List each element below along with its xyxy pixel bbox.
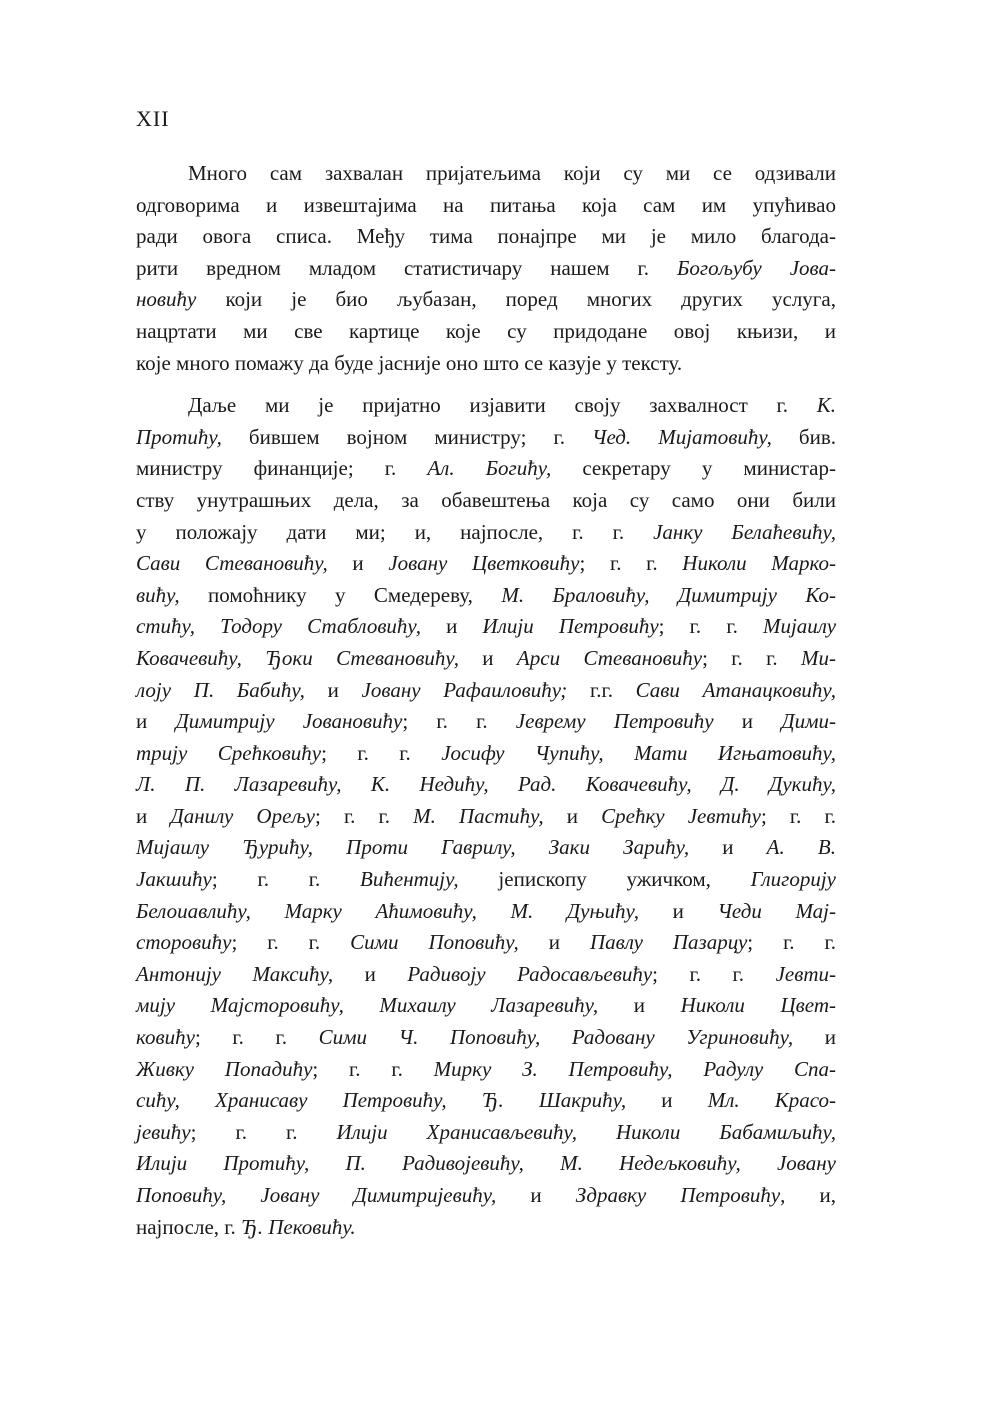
italic-name: Радивоју Радосављевићу: [407, 961, 653, 986]
italic-name: Сави Стевановићу,: [136, 551, 328, 576]
italic-name: Белоиавлићу, Марку Аћимовићу, М. Дуњићу,: [136, 898, 639, 923]
text-run: , и,: [780, 1183, 836, 1207]
text-run: и: [458, 645, 517, 670]
text-run: који је био љубазан, поред многих других услуга,: [196, 287, 836, 312]
italic-name: Мл. Красо-: [707, 1088, 836, 1113]
text-line: [136, 316, 836, 348]
text-run: и: [333, 961, 408, 986]
text-run: бив.: [771, 424, 836, 449]
text-run: које много помажу да буде јасније оно што се казује у тексту.: [136, 350, 683, 375]
text-run: ; г. г.: [658, 614, 763, 639]
italic-name: Мијаилу Ђурићу, Проти Гаврилу, Заки Зарићу,: [136, 835, 690, 860]
italic-name: Илији Петровићу: [482, 614, 659, 639]
text-line: [136, 896, 836, 928]
text-run: ; г. г.: [760, 803, 836, 828]
text-line: [136, 864, 836, 896]
text-run: бившем војном министру; г.: [221, 424, 593, 449]
italic-name: М. Пастићу,: [413, 803, 544, 828]
italic-name: вићу,: [136, 582, 180, 607]
italic-name: Срећку Јевтићу: [601, 803, 761, 828]
text-line: [136, 422, 836, 454]
italic-name: Мијаилу: [762, 614, 837, 639]
text-run: и: [518, 930, 590, 955]
text-run: у положају дати ми; и, најпосле, г. г.: [136, 519, 654, 544]
italic-name: Здравку Петровићу: [575, 1183, 781, 1207]
text-line: [136, 1117, 836, 1149]
text-line: [136, 517, 836, 549]
italic-name: Ми-: [801, 645, 836, 670]
italic-name: М. Браловићу, Димитрију Ко-: [501, 582, 837, 607]
italic-name: Чеди Мај-: [717, 898, 836, 923]
text-run: и: [327, 551, 389, 576]
page-number: XII: [136, 106, 170, 131]
italic-name: Мирку З. Петровићу, Радулу Спа-: [433, 1056, 836, 1081]
text-line: [136, 158, 836, 190]
italic-name: Чед. Мијатовићу,: [592, 424, 772, 449]
italic-name: новићу: [136, 287, 197, 312]
text-run: најпосле, г.: [136, 1214, 242, 1239]
text-line: [136, 1022, 836, 1054]
text-run: ; г. г.: [321, 740, 442, 765]
text-run: министру финанције; г.: [136, 456, 428, 481]
text-run: ; г. г.: [402, 709, 516, 734]
paragraph: [136, 390, 836, 1243]
italic-name: трију Срећковићу: [136, 740, 322, 765]
text-run: Много сам захвалан пријатељима који су ми се одзивали: [188, 161, 836, 185]
italic-name: Сими Ч. Поповићу, Радовану Угриновићу,: [318, 1025, 794, 1050]
italic-name: сићу, Хранисаву Петровићу, Ђ. Шакрићу,: [136, 1088, 627, 1113]
text-line: [136, 1054, 836, 1086]
text-run: ; г. г.: [315, 803, 414, 828]
text-run: и: [626, 1088, 708, 1113]
text-line: [136, 769, 836, 801]
italic-name: јевићу: [136, 1119, 191, 1144]
text-line: [136, 390, 836, 422]
text-line: [136, 190, 836, 222]
text-line: [136, 221, 836, 253]
italic-name: Јосифу Чупићу, Мати Игњатовићу,: [441, 740, 837, 765]
text-line: [136, 611, 836, 643]
text-line: [136, 990, 836, 1022]
text-run: и: [543, 803, 602, 828]
italic-name: Јовану Цветковићу: [388, 551, 580, 576]
text-line: [136, 643, 836, 675]
text-line: [136, 832, 836, 864]
italic-name: Арси Стевановићу: [516, 645, 703, 670]
italic-name: Јевти-: [775, 961, 836, 986]
text-run: ; г. г.: [194, 1025, 319, 1050]
italic-name: А. В.: [766, 835, 836, 860]
text-line: [136, 348, 836, 380]
text-line: [136, 1085, 836, 1117]
text-line: [136, 801, 836, 833]
text-run: и: [689, 835, 767, 860]
text-line: [136, 580, 836, 612]
italic-name: Данилу Орељу: [170, 803, 315, 828]
italic-name: Богољубу Јова-: [676, 255, 836, 280]
text-run: ; г. г.: [747, 930, 837, 955]
text-run: Даље ми је пријатно изјавити своју захвалност г.: [188, 393, 817, 418]
italic-name: Илији Хранисављевићу, Николи Бабамиљићу,: [336, 1119, 836, 1144]
italic-name: Јакшићу: [136, 867, 212, 892]
italic-name: мију Мајсторовићу, Михаилу Лазаревићу,: [136, 993, 599, 1018]
paragraph: [136, 158, 836, 379]
text-line: [136, 706, 836, 738]
text-line: [136, 675, 836, 707]
italic-name: Јанку Белаћевићу,: [653, 519, 836, 544]
italic-name: Протићу,: [136, 424, 222, 449]
italic-name: Илији Протићу, П. Радивојевићу, М. Недељковићу, Јовану: [136, 1151, 836, 1176]
body-text: [136, 158, 836, 1243]
text-run: секретару у министар-: [551, 456, 836, 481]
italic-name: Димитрију Јовановићу: [175, 709, 403, 734]
text-run: ; г. г.: [231, 930, 351, 955]
text-run: одговорима и извештајима на питања која сам им упућивао: [136, 192, 836, 217]
italic-name: Сими Поповићу,: [350, 930, 519, 955]
italic-name: ковићу: [136, 1025, 195, 1050]
text-line: [136, 738, 836, 770]
italic-name: Ал. Богићу,: [427, 456, 552, 481]
text-run: ; г. г.: [702, 645, 801, 670]
text-line: [136, 1212, 836, 1244]
text-run: ради овога списа. Међу тима понајпре ми је мило благода-: [136, 224, 836, 249]
italic-name: Павлу Пазарцу: [589, 930, 748, 955]
text-line: [136, 1180, 836, 1212]
text-run: и: [420, 614, 483, 639]
text-run: нацртати ми све картице које су придодане овој књизи, и: [136, 318, 836, 343]
text-line: [136, 959, 836, 991]
italic-name: Николи Марко-: [682, 551, 836, 576]
italic-name: сторовићу: [136, 930, 232, 955]
text-line: [136, 284, 836, 316]
text-run: рити вредном младом статистичару нашем г.: [136, 255, 677, 280]
italic-name: Сави Атанацковићу,: [635, 677, 836, 702]
italic-name: Николи Цвет-: [680, 993, 836, 1018]
italic-name: К.: [816, 393, 836, 418]
italic-name: Л. П. Лазаревићу, К. Недићу, Рад. Ковачевићу, Д. Дукићу,: [136, 772, 836, 797]
italic-name: Глигорију: [750, 867, 837, 892]
italic-name: стићу, Тодору Стабловићу,: [136, 614, 421, 639]
text-run: ; г. г.: [312, 1056, 434, 1081]
text-run: и: [638, 898, 718, 923]
text-run: јепископу ужичком,: [458, 867, 751, 892]
italic-name: Вићентију,: [360, 867, 459, 892]
text-run: и: [598, 993, 681, 1018]
text-run: помоћнику у Смедереву,: [179, 582, 502, 607]
text-run: и: [793, 1025, 836, 1050]
italic-name: Антонију Максићу,: [136, 961, 334, 986]
text-run: ; г. г.: [652, 961, 776, 986]
italic-name: Јеврему Петровићу: [515, 709, 714, 734]
text-run: ; г. г.: [579, 551, 683, 576]
text-run: и: [713, 709, 782, 734]
text-line: [136, 927, 836, 959]
text-run: г.г.: [567, 677, 636, 702]
italic-name: Ковачевићу, Ђоки Стевановићу,: [136, 645, 459, 670]
italic-name: лоју П. Бабићу,: [136, 677, 305, 702]
text-run: и: [136, 709, 176, 734]
text-run: и: [136, 803, 171, 828]
text-run: и: [304, 677, 362, 702]
text-line: [136, 548, 836, 580]
italic-name: Дими-: [781, 709, 836, 734]
italic-name: Поповићу, Јовану Димитријевићу,: [136, 1183, 497, 1207]
text-run: ству унутрашњих дела, за обавештења која су само они били: [136, 487, 836, 512]
text-run: ; г. г.: [211, 867, 361, 892]
text-line: [136, 453, 836, 485]
italic-name: Ђ. Пековићу.: [241, 1214, 356, 1239]
text-line: [136, 253, 836, 285]
text-run: ; г. г.: [190, 1119, 337, 1144]
text-line: [136, 1148, 836, 1180]
italic-name: Јовану Рафаиловићу;: [361, 677, 568, 702]
text-line: [136, 485, 836, 517]
text-run: и: [496, 1183, 576, 1207]
italic-name: Живку Попадићу: [136, 1056, 313, 1081]
